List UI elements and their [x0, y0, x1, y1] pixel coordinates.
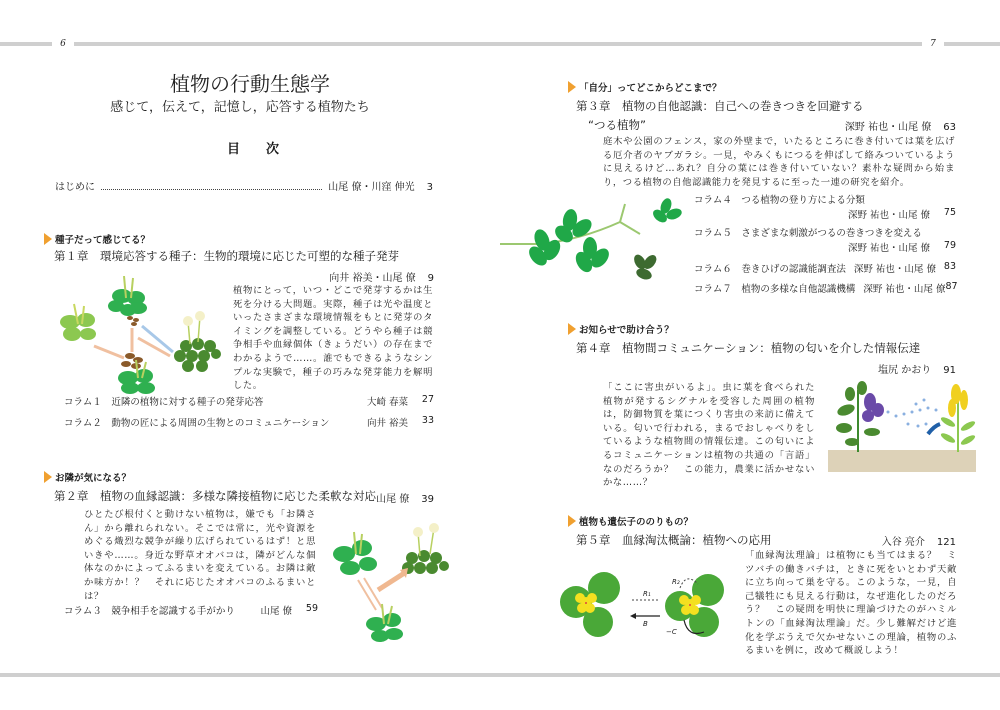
- chapter-1-title[interactable]: 第１章 環境応答する種子：生物的環境に応じた可塑的な種子発芽: [54, 249, 399, 263]
- page-number-left: 6: [52, 35, 74, 53]
- chapter-3-title-line1[interactable]: 第３章 植物の自他認識：自己への巻きつきを回避する: [576, 99, 864, 113]
- plant-communication-illustration: [828, 380, 976, 475]
- chapter-2-blurb: ひとたび根付くと動けない植物は，嫌でも「お隣さん」から離れられない。そこでは常に，光や資源をめぐる熾烈な競争が繰り広げられているはず！と思いきや……。身近な野草オオバコは，隣がどんな個体なのかによってふるまいを変えている。お隣は敵か味方か！？ それに応じたオオバコのふるまいとは？: [84, 509, 316, 602]
- chapter-1-blurb: 植物にとって，いつ・どこで発芽するかは生死を分ける大問題。実際，種子は光や温度といったさまざまな環境情報をもとに発芽のタイミングを調整している。どうやら種子は競争相手や血縁個体（きょうだい）の存在までわかるようで……。誰でもできるようなシンプルな実験で，種子の巧みな発芽能力を解明した。: [233, 285, 433, 392]
- svg-text:−C: −C: [666, 628, 677, 636]
- vine-illustration: [500, 192, 690, 287]
- chapter-5-author: 入谷 亮介 121: [881, 537, 956, 548]
- chapter-3-title-line2[interactable]: “つる植物”: [588, 118, 646, 132]
- triangle-marker-icon: [44, 471, 52, 483]
- chapter-4-title[interactable]: 第４章 植物間コミュニケーション：植物の匂いを介した情報伝達: [576, 341, 921, 355]
- triangle-marker-icon: [568, 323, 576, 335]
- bottom-rule: [0, 673, 1000, 677]
- chapter-2-title[interactable]: 第２章 植物の血縁認識：多様な隣接植物に応じた柔軟な対応: [54, 489, 376, 503]
- column-4-entry[interactable]: コラム４ つる植物の登り方による分類: [694, 195, 865, 206]
- column-2-entry[interactable]: コラム２ 動物の匠による周囲の生物とのコミュニケーション 向井 裕美 33: [64, 415, 434, 429]
- intro-authors: 山尾 僚・川窪 伸光: [328, 182, 415, 193]
- chapter-2-author: 山尾 僚 39: [376, 494, 434, 505]
- column-4-author: 深野 祐也・山尾 僚 75: [847, 207, 956, 221]
- chapter-3-author: 深野 祐也・山尾 僚 63: [844, 122, 956, 133]
- section-tag-ch2: お隣が気になる？: [44, 470, 131, 484]
- column-3-entry[interactable]: コラム３ 競争相手を認識する手がかり 山尾 僚 59: [64, 603, 318, 617]
- seed-germination-illustration: [58, 276, 228, 394]
- book-title: 植物の行動生態学: [170, 72, 330, 96]
- toc-entry-intro[interactable]: [55, 178, 433, 193]
- column-5-entry[interactable]: コラム５ さまざまな刺激がつるの巻きつきを変える: [694, 228, 922, 239]
- intro-page: 3: [426, 182, 433, 193]
- intro-label: はじめに: [55, 182, 95, 193]
- section-tag-ch3: 「自分」ってどこからどこまで？: [568, 80, 722, 94]
- svg-text:B: B: [643, 620, 648, 628]
- svg-text:R₂: R₂: [672, 578, 680, 586]
- column-5-author: 深野 祐也・山尾 僚 79: [847, 240, 956, 254]
- column-7-entry[interactable]: コラム７ 植物の多様な自他認識機構 深野 祐也・山尾 僚 87: [694, 281, 958, 295]
- leader-dots: [101, 189, 322, 190]
- triangle-marker-icon: [568, 515, 576, 527]
- section-tag-ch5: 植物も遺伝子ののりもの？: [568, 514, 693, 528]
- triangle-marker-icon: [568, 81, 576, 93]
- chapter-4-blurb: 「ここに害虫がいるよ」。虫に葉を食べられた植物が発するシグナルを受容した周囲の植物は，防御物質を葉につくり害虫の来訪に備えている。匂いで行われる，まるでおしゃべりをしているような植物間の情報伝達。この匂いによるコミュニケーションは植物の共通の「言語」なのだろうか？ この能力，農業に活かせないかな……？: [603, 382, 815, 489]
- toc-heading: 目次: [226, 142, 305, 157]
- column-6-entry[interactable]: コラム６ 巻きひげの認識能調査法 深野 祐也・山尾 僚 83: [694, 261, 956, 275]
- section-tag-ch4: お知らせで助け合う？: [568, 322, 674, 336]
- chapter-5-title[interactable]: 第５章 血縁淘汰概論：植物への応用: [576, 533, 772, 547]
- top-rule: [0, 42, 1000, 46]
- chapter-1-author: 向井 裕美・山尾 僚 9: [329, 273, 434, 284]
- book-subtitle: 感じて，伝えて，記憶し，応答する植物たち: [110, 100, 370, 115]
- neighbor-plants-illustration: [328, 520, 458, 645]
- column-1-entry[interactable]: コラム１ 近隣の植物に対する種子の発芽応答 大崎 春菜 27: [64, 394, 434, 408]
- chapter-5-blurb: 「血縁淘汰理論」は植物にも当てはまる？ ミツバチの働きバチは，ときに死をいとわず天敵に立ち向って巣を守る。このような，一見，自己犠牲にも見える行動は，なぜ進化したのだろう？ この疑問を明快に理論づけたのがハミルトンの「血縁淘汰理論」だ。少し難解だけど進化を学ぶうえで欠かせないこの理論，植物のふるまいを例に，改めて概説しよう！: [745, 550, 957, 657]
- chapter-4-author: 塩尻 かおり 91: [878, 365, 956, 376]
- chapter-3-blurb: 庭木や公園のフェンス，家の外壁まで，いたるところに巻き付いては葉を広げる厄介者のヤブガラシ。一見，やみくもにつるを伸ばして絡みついているように見えるけど…あれ？自分の葉には巻き付いていない？素朴な疑問から始まり，つる植物の自他認識能力を発見するに至った一連の研究を紹介。: [603, 136, 955, 188]
- svg-text:R₁: R₁: [643, 590, 651, 598]
- section-tag-ch1: 種子だって感じてる？: [44, 232, 150, 246]
- page-number-right: 7: [922, 35, 944, 53]
- kin-selection-diagram: [554, 572, 729, 642]
- triangle-marker-icon: [44, 233, 52, 245]
